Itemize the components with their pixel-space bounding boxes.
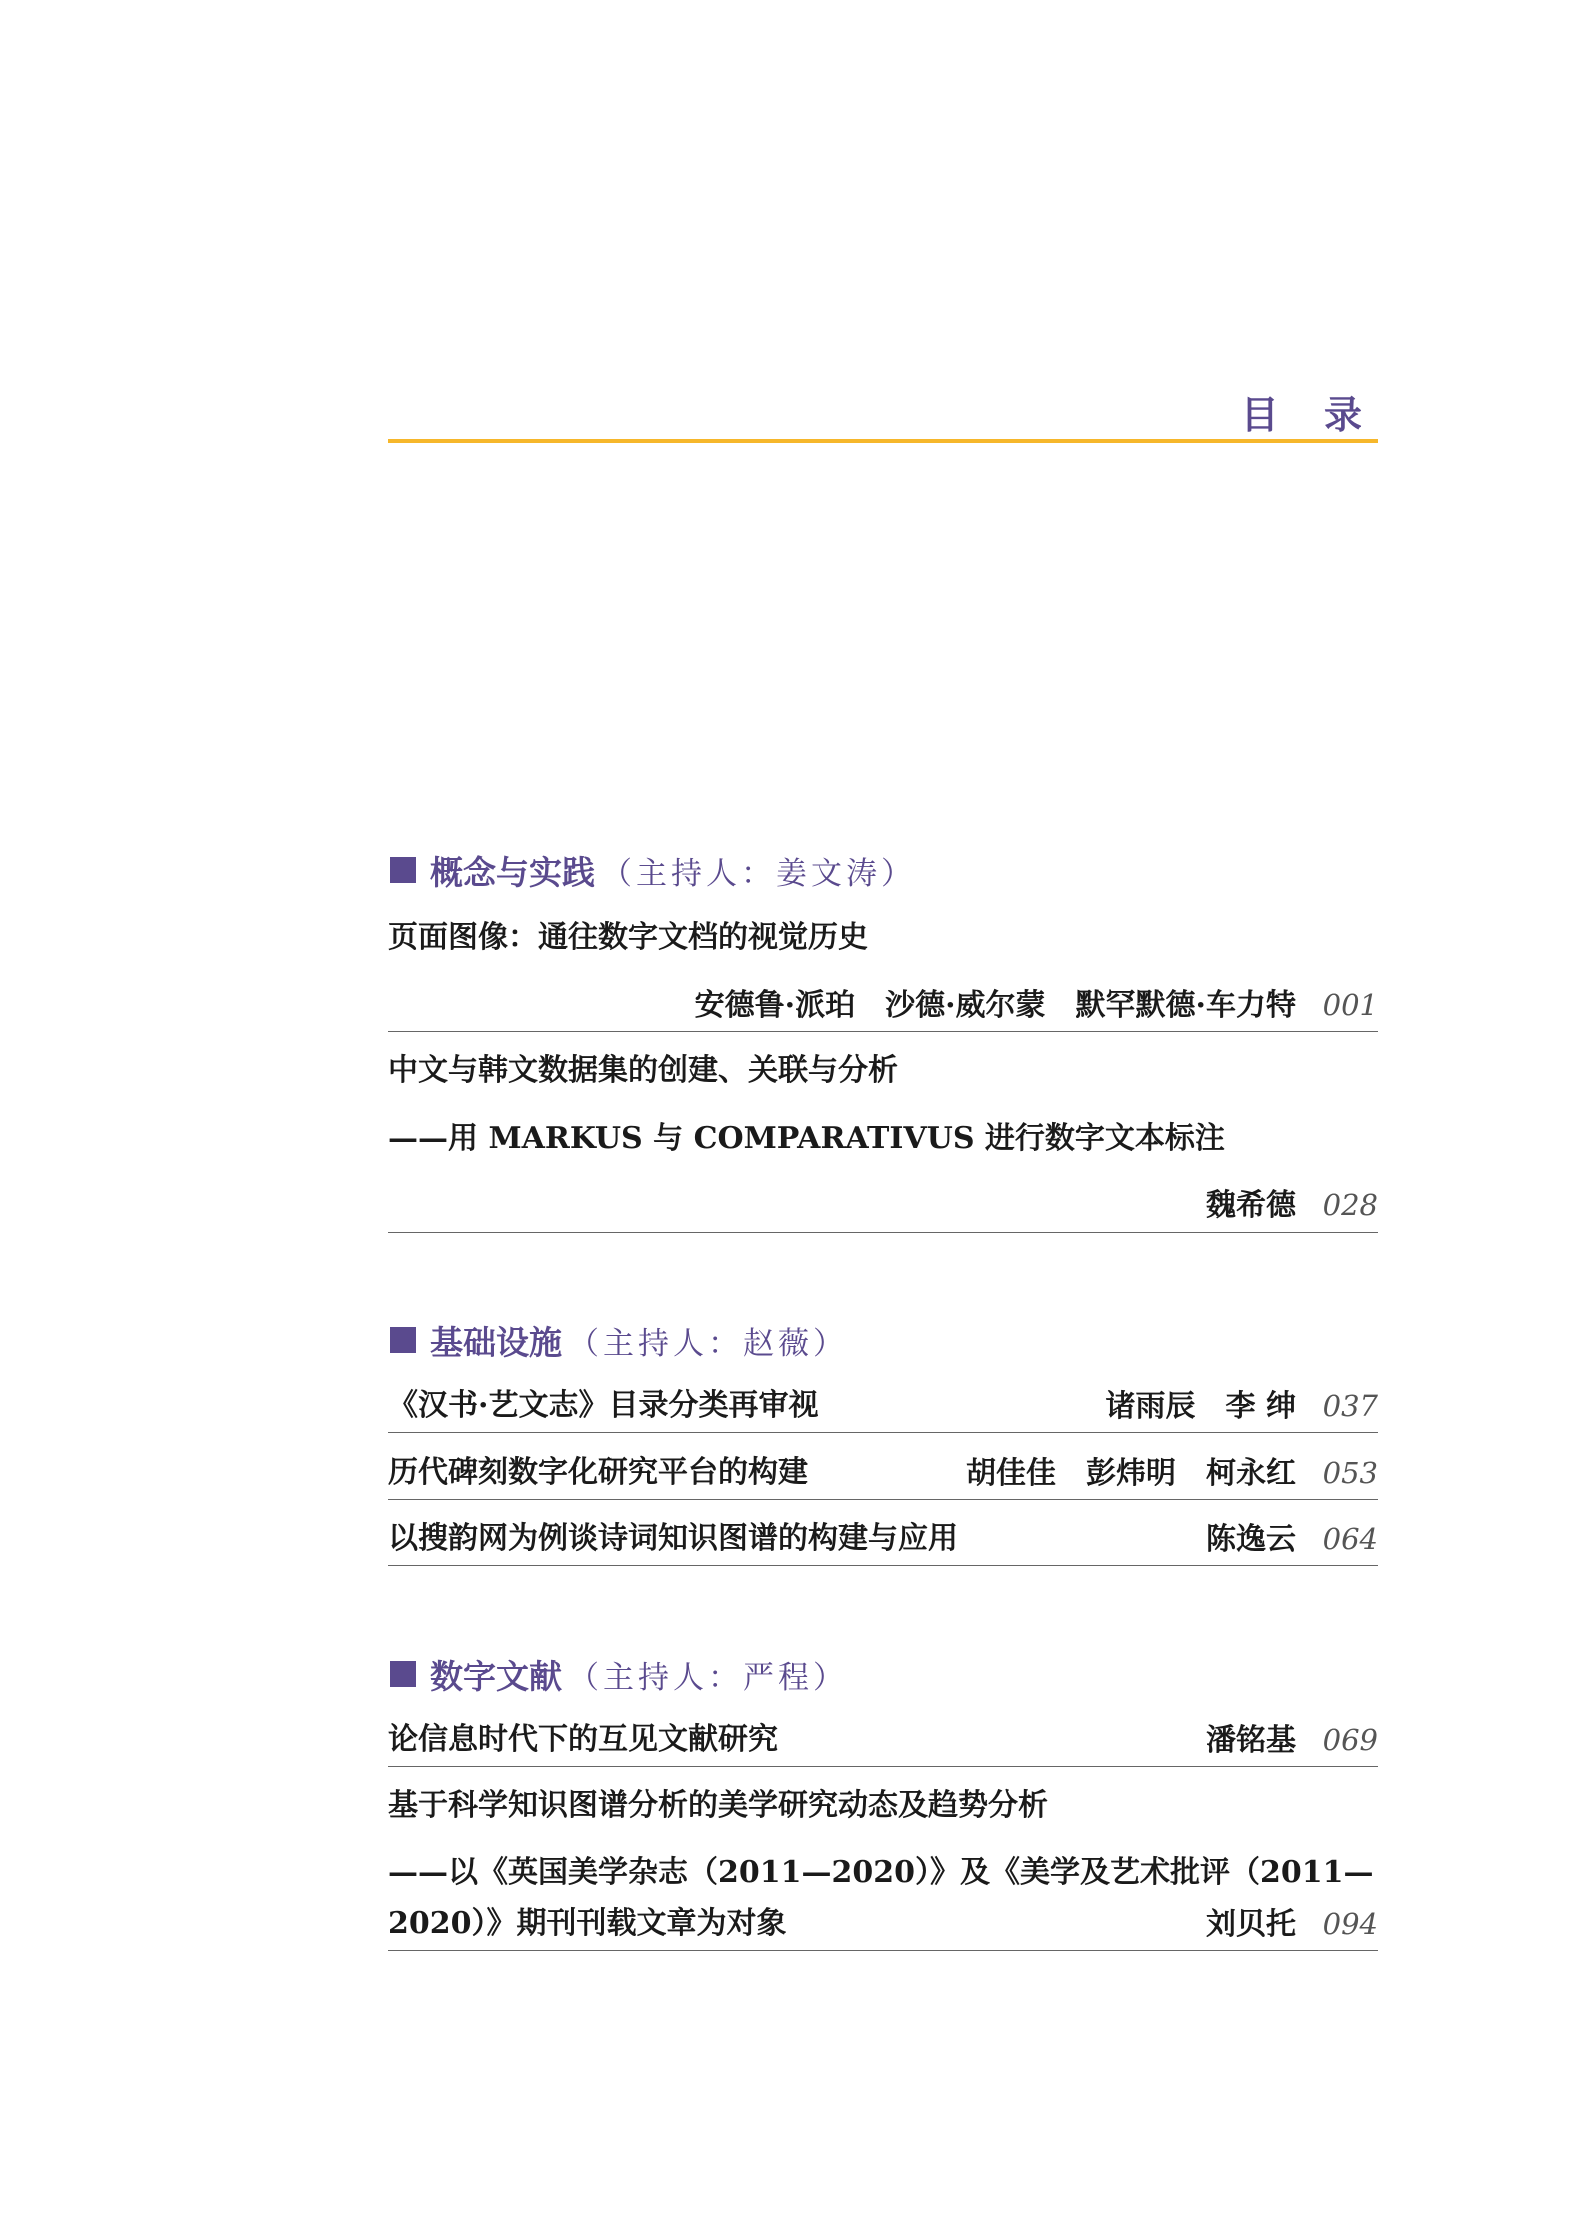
entry-divider xyxy=(388,1031,1378,1032)
section-header xyxy=(390,1318,848,1362)
author: 胡佳佳 xyxy=(966,1456,1056,1491)
author: 柯永红 xyxy=(1206,1456,1296,1491)
entry-divider xyxy=(388,1766,1378,1767)
page-number[interactable]: 064 xyxy=(1322,1522,1378,1556)
toc-entry-title: 论信息时代下的互见文献研究 xyxy=(388,1722,778,1757)
toc-entry[interactable] xyxy=(388,1518,1378,1560)
author: 诸雨辰 xyxy=(1105,1389,1196,1424)
toc-entry[interactable] xyxy=(388,1452,1378,1494)
author: 魏希德 xyxy=(1206,1188,1296,1223)
toc-entry-title[interactable]: 页面图像：通往数字文档的视觉历史 xyxy=(388,920,868,955)
toc-entry-subtitle: ——用 MARKUS 与 COMPARATIVUS 进行数字文本标注 xyxy=(388,1121,1225,1156)
toc-entry-byline xyxy=(388,984,1378,1026)
author: 彭炜明 xyxy=(1086,1456,1176,1491)
page-number[interactable]: 001 xyxy=(1322,988,1378,1022)
page-number[interactable]: 094 xyxy=(1322,1907,1378,1941)
subtitle-continued-text: 2020）》期刊刊载文章为对象 xyxy=(388,1906,787,1941)
section-square-icon xyxy=(390,1661,416,1687)
author: 陈逸云 xyxy=(1206,1522,1296,1557)
section-name: 基础设施 xyxy=(430,1322,562,1362)
page-number[interactable]: 028 xyxy=(1322,1188,1378,1222)
title-divider xyxy=(388,439,1378,443)
entry-divider xyxy=(388,1565,1378,1566)
page-number[interactable]: 053 xyxy=(1322,1456,1378,1490)
toc-entry-title: 以搜韵网为例谈诗词知识图谱的构建与应用 xyxy=(388,1521,958,1556)
section-name: 概念与实践 xyxy=(430,852,595,892)
entry-divider xyxy=(388,1432,1378,1433)
page-number[interactable]: 037 xyxy=(1322,1389,1378,1423)
toc-entry-byline xyxy=(388,1184,1378,1226)
author: 李 绅 xyxy=(1225,1389,1296,1424)
toc-entry[interactable] xyxy=(388,1385,1378,1427)
section-square-icon xyxy=(390,857,416,883)
section-host: （主持人：严程） xyxy=(568,1659,848,1696)
toc-entry-subtitle-continued xyxy=(388,1903,1378,1945)
author: 默罕默德·车力特 xyxy=(1075,988,1296,1023)
entry-divider xyxy=(388,1232,1378,1233)
toc-entry-title: 历代碑刻数字化研究平台的构建 xyxy=(388,1455,808,1490)
section-host: （主持人：赵薇） xyxy=(568,1325,848,1362)
page-number[interactable]: 069 xyxy=(1322,1723,1378,1757)
author: 刘贝托 xyxy=(1206,1907,1296,1942)
toc-entry[interactable] xyxy=(388,1719,1378,1761)
section-host: （主持人：姜文涛） xyxy=(601,855,916,892)
toc-entry-subtitle: ——以《英国美学杂志（2011—2020）》及《美学及艺术批评（2011— xyxy=(388,1855,1374,1890)
section-header xyxy=(390,1652,848,1696)
author: 潘铭基 xyxy=(1206,1723,1296,1758)
entry-divider xyxy=(388,1950,1378,1951)
entry-divider xyxy=(388,1499,1378,1500)
toc-entry-title[interactable]: 中文与韩文数据集的创建、关联与分析 xyxy=(388,1053,898,1088)
page-title: 目 录 xyxy=(1240,393,1378,437)
section-header xyxy=(390,848,916,892)
author: 安德鲁·派珀 xyxy=(694,988,856,1023)
section-name: 数字文献 xyxy=(430,1656,562,1696)
toc-entry-title: 《汉书·艺文志》目录分类再审视 xyxy=(388,1388,819,1423)
toc-entry-title[interactable]: 基于科学知识图谱分析的美学研究动态及趋势分析 xyxy=(388,1788,1048,1823)
section-square-icon xyxy=(390,1327,416,1353)
author: 沙德·威尔蒙 xyxy=(885,988,1046,1023)
